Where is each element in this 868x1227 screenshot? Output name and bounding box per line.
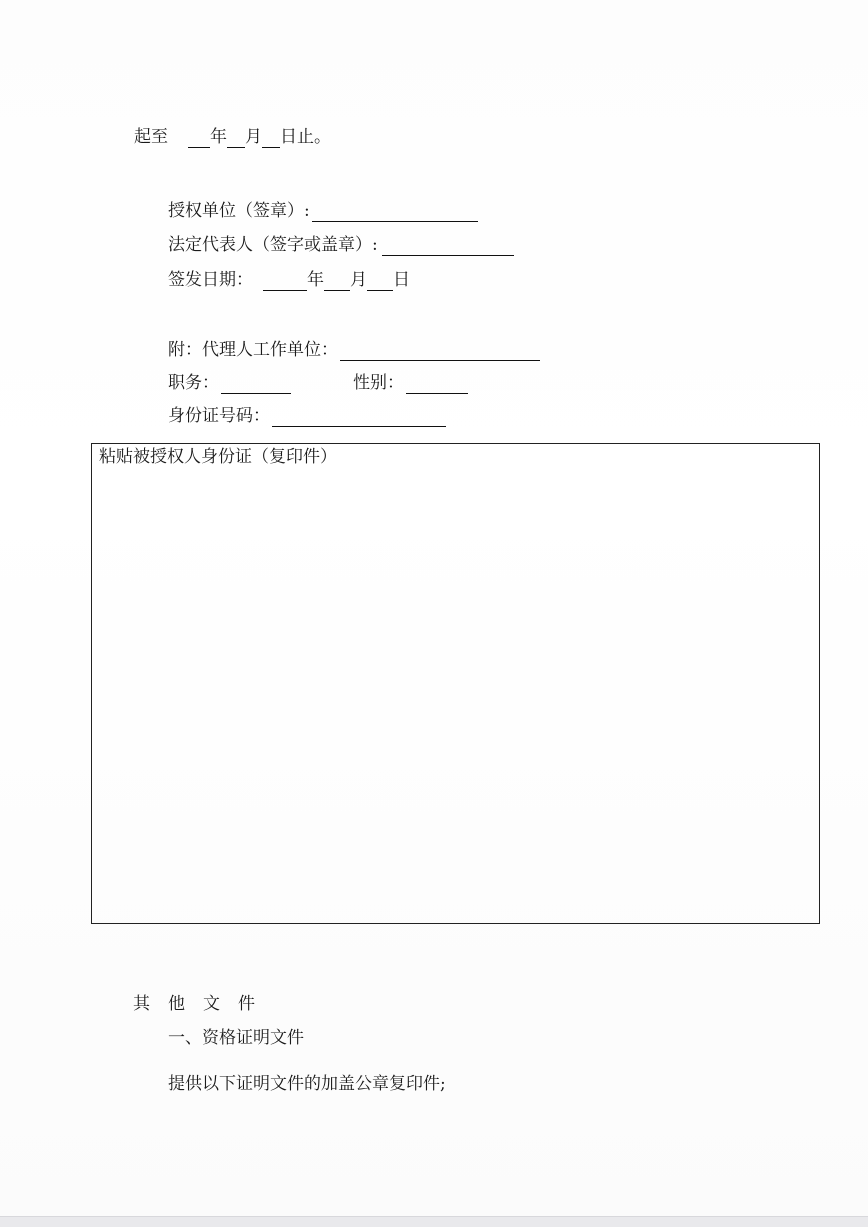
authorizing-unit-label: 授权单位（签章）: xyxy=(168,201,310,221)
position-gender-line xyxy=(168,372,468,394)
legal-rep-blank[interactable] xyxy=(382,237,514,256)
heading-char: 他 xyxy=(168,994,185,1014)
id-card-paste-box[interactable] xyxy=(91,443,820,924)
validity-suffix: 日止。 xyxy=(280,127,331,147)
id-number-label: 身份证号码： xyxy=(168,406,270,426)
qualification-docs-title: 一、资格证明文件 xyxy=(168,1028,304,1048)
agent-unit-label: 附：代理人工作单位： xyxy=(168,340,338,360)
issue-day-label: 日 xyxy=(393,270,410,290)
heading-char: 件 xyxy=(238,994,255,1014)
id-number-blank[interactable] xyxy=(272,408,446,427)
issue-month-label: 月 xyxy=(350,270,367,290)
legal-rep-line xyxy=(168,234,514,256)
validity-year-label: 年 xyxy=(210,127,227,147)
issue-year-blank[interactable] xyxy=(263,272,307,291)
gender-blank[interactable] xyxy=(406,375,468,394)
authorizing-unit-line xyxy=(168,200,478,222)
issue-month-blank[interactable] xyxy=(324,272,350,291)
issue-date-line xyxy=(168,269,410,291)
validity-period-line xyxy=(134,126,331,148)
id-number-line xyxy=(168,405,446,427)
qualification-docs-section xyxy=(168,1027,304,1049)
validity-month-blank[interactable] xyxy=(227,129,245,148)
gender-label: 性别： xyxy=(353,373,404,393)
scan-bottom-edge xyxy=(0,1216,868,1227)
instruction-text: 提供以下证明文件的加盖公章复印件; xyxy=(168,1074,446,1094)
validity-day-blank[interactable] xyxy=(262,129,280,148)
issue-date-label: 签发日期： xyxy=(168,270,253,290)
validity-year-blank[interactable] xyxy=(188,129,210,148)
position-label: 职务： xyxy=(168,373,219,393)
heading-char: 文 xyxy=(203,994,220,1014)
validity-prefix: 起至 xyxy=(134,127,168,147)
id-card-paste-label: 粘贴被授权人身份证（复印件） xyxy=(99,447,337,467)
agent-unit-blank[interactable] xyxy=(340,342,540,361)
position-blank[interactable] xyxy=(221,375,291,394)
authorizing-unit-blank[interactable] xyxy=(312,203,478,222)
issue-day-blank[interactable] xyxy=(367,272,393,291)
agent-unit-line xyxy=(168,339,540,361)
instruction-line xyxy=(168,1073,446,1095)
issue-year-label: 年 xyxy=(307,270,324,290)
legal-rep-label: 法定代表人（签字或盖章）: xyxy=(168,235,378,255)
validity-month-label: 月 xyxy=(245,127,262,147)
other-documents-heading xyxy=(133,993,273,1015)
heading-char: 其 xyxy=(133,994,150,1014)
